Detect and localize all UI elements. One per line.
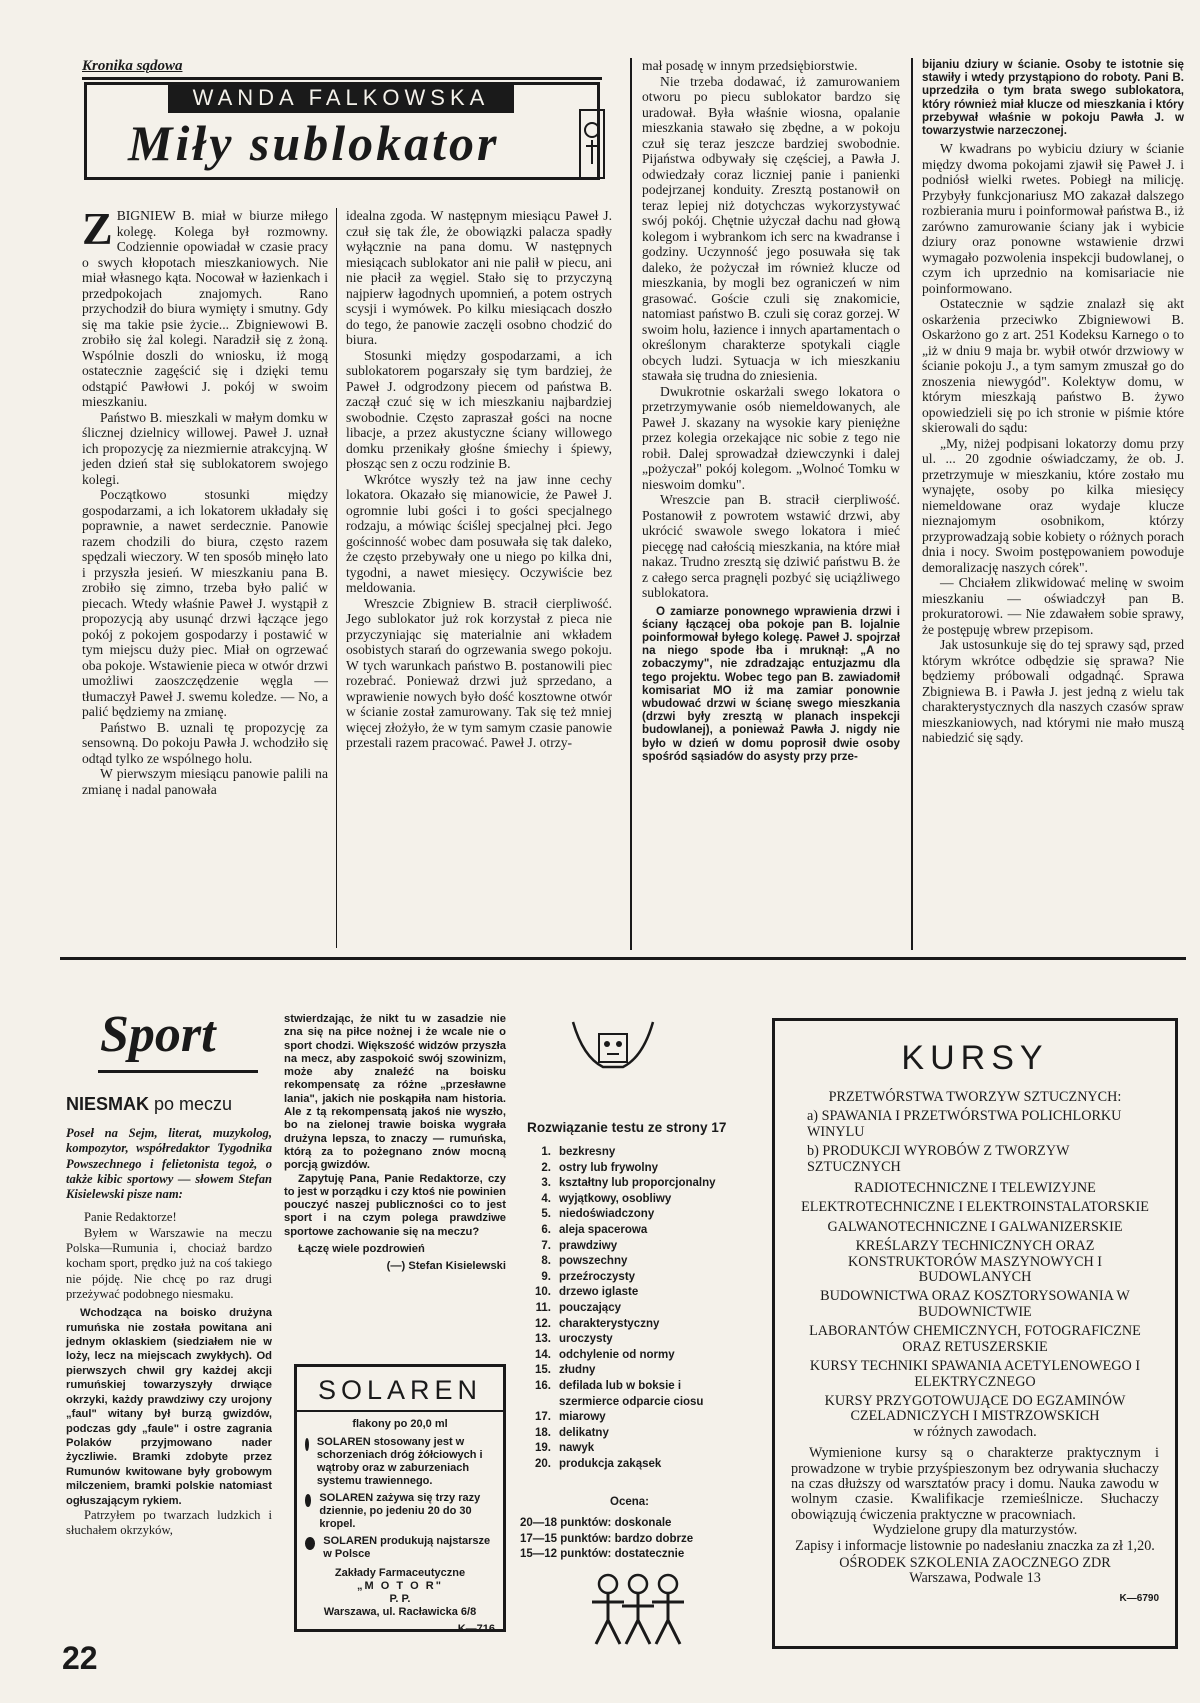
article-column-3 — [642, 58, 900, 763]
section-divider — [60, 957, 1186, 960]
article-column-1 — [82, 203, 328, 797]
article-paragraph: mał posadę w innym przedsiębiorstwie. — [642, 58, 858, 73]
sport-paragraph: Patrzyłem po twarzach ludzkich i słuchałem okrzyków, — [66, 1507, 272, 1538]
figure-doodle-icon — [574, 104, 610, 184]
test-answer: 12. charakterystyczny — [535, 1317, 660, 1330]
page-number: 22 — [62, 1640, 98, 1676]
kursy-paragraph: Wydzielone grupy dla maturzystów. — [872, 1522, 1078, 1539]
kursy-line: BUDOWNICTWA ORAZ KOSZTORYSOWANIA W BUDOWNICTWIE — [820, 1288, 1130, 1320]
kursy-line: PRZETWÓRSTWA TWORZYW SZTUCZNYCH: — [828, 1089, 1122, 1105]
bullet-icon — [305, 1494, 311, 1507]
test-answer: 17. miarowy — [535, 1411, 606, 1424]
score-list — [520, 1516, 693, 1563]
article-column-2 — [346, 208, 612, 751]
article-column-4 — [922, 58, 1184, 746]
test-title: Rozwiązanie testu ze strony 17 — [527, 1120, 727, 1135]
article-paragraph: Wreszcie Zbigniew B. stracił cierpliwość. Jego sublokator już rok korzystał z pieca nie przyczyniając się materialnie ani wkładem osobistych starań do ogrzewania swego pokoju. W tych warunkach państwo B. postanowili piec rozebrać. Ponieważ drzwi już sprzedano, a wprawienie nowych było dość kosztowne otwór w ścianie został zamurowany. Tak się też mniej więcej złożyło, że w tym samym czasie panowie przestali razem pracować. Paweł J. otrzy- — [346, 595, 612, 750]
sport-signature: (—) Stefan Kisielewski — [386, 1260, 506, 1273]
sport-column-1 — [66, 1126, 272, 1539]
article-paragraph: Ostatecznie w sądzie znalazł się akt oskarżenia przeciwko Zbigniewowi B. Oskarżono go z art. 251 Kodeksu Karnego o to „iż w dniu 9 maja br. wybił otwór drzwiowy w ścianie pokoju J., a tym samym zmuszał go do znoszenia niewygód". Kolektyw domu, w którym mieszkają państwo B. żywo opowiedzieli się po ich stronie w piśmie które skierowali do sądu: — [922, 296, 1184, 436]
article-paragraph: Stosunki między gospodarzami, a ich sublokatorem pogarszały się tym bardziej, że Paweł J. odgrodzony piecem od państwa B. zaczął czuć się w ich mieszkaniu najbardziej swobodnie. Często zapraszał gości na nocne libacje, a przez akustyczne ściany willowego domku przenikały głośne śmiechy i śpiewy, płosząc sen z oczu rodzinie B. — [346, 347, 612, 471]
test-answer: 13. uroczysty — [535, 1333, 613, 1346]
article-small-paragraph: bijaniu dziury w ścianie. Osoby te istotnie się stawiły i wtedy przystąpiono do roboty. Pani B. uprzedziła o tym brata swego sublokatora, który również miał klucze od mieszkania i który przebywał właśnie w pokoju Pawła J. w towarzystwie narzeczonej. — [922, 58, 1184, 138]
sport-intro: Poseł na Sejm, literat, muzykolog, kompozytor, współredaktor Tygodnika Powszechnego i felietonista tegoż, o także kibic sportowy — słowem Stefan Kisielewski pisze nam: — [66, 1126, 272, 1202]
kursy-org: OŚRODEK SZKOLENIA ZAOCZNEGO ZDR — [839, 1554, 1111, 1571]
drawing-face-icon — [563, 1012, 663, 1082]
solaren-maker-type: P. P. — [389, 1593, 411, 1605]
sport-logo-underline — [98, 1070, 258, 1073]
article-paragraph: Wkrótce wyszły też na jaw inne cechy lokatora. Okazało się mianowicie, że Paweł J. ogromnie lubi gości i to gości specjalnego rodzaju, a mówiąc ściślej specjalnej płci. Jego gościnność wobec dam posuwała się tak daleko, że często przebywały one u niego po kilka dni, tygodni, a nawet miesięcy. Oczywiście bez meldowania. — [346, 471, 612, 595]
solaren-item: SOLAREN zażywa się trzy razy dziennie, po jedeniu 20 do 30 kropel. — [305, 1492, 495, 1531]
kursy-title: KURSY — [901, 1039, 1049, 1077]
section-label: Kronika sądowa — [82, 58, 183, 74]
article-paragraph: Nie trzeba dodawać, iż zamurowaniem otworu po piecu sublokator bardzo się uradował. Była właśnie wiosna, opalanie mieszkania stawało się zbędne, a w pokoju czuł się teraz jeszcze bardziej swobodnie. Pijaństwa odbywały się częściej, a Pawła J. odwiedzały coraz liczniej panie i panienki podejrzanej konduity. Zresztą postanowił on teraz lepiej niż dotychczas wykorzystywać swój pokój. Chętnie użyczał dachu nad głową kolegom i wybrankom ich serc na kwadranse i godziny. Uczynność jego posuwała się tak daleko, że pożyczał im również klucze od mieszkania, by mogli bez ograniczeń w nim grasować. Goście czuli się znakomicie, natomiast państwo B. czuli się coraz gorzej. W swoim holu, łazience i innych apartamentach o określonym charakterze spotykali ciągle obcych ludzi. Sytuacja w ich mieszkaniu stawała się trudna do zniesienia. — [642, 73, 900, 383]
test-answer: 4. wyjątkowy, osobliwy — [541, 1192, 672, 1205]
article-paragraph: Wreszcie pan B. stracił cierpliwość. Postanowił z powrotem wstawić drzwi, aby ukrócić swawole swego lokatora i mieć piecęgę nad całością mieszkania, na które miał nakaz. Trudno zresztą się dziwić państwu B. że z całego serca pragnęli pozbyć się uciążliwego sublokatora. — [642, 492, 900, 600]
column-rule — [911, 58, 913, 950]
solaren-maker-name: „M O T O R" — [357, 1580, 443, 1592]
article-paragraph: W pierwszym miesiącu panowie palili na zmianę i nadal panowała — [82, 766, 328, 797]
article-paragraph: Jak ustosunkuje się do tej sprawy sąd, przed którym wkrótce odbędzie się sprawa? Nie będziemy próbowali odgadnąć. Sprawa Zbigniewa B. i Pawła J. jest jedną z wielu tak charakterystycznych dla naszych czasów spraw mieszkaniowych, nad którymi nie mało muszą nabiedzić się sądy. — [922, 637, 1184, 746]
sport-logo: Sport — [100, 1006, 216, 1063]
test-answer: 10. drzewo iglaste — [535, 1286, 639, 1299]
article-paragraph: W kwadrans po wybiciu dziury w ścianie między dwoma pokojami zjawił się Paweł J. i podniósł wielki rwetes. Pobiegł na milicję. Przybyły funkcjonariusz MO zakazał dalszego rozbierania muru i poinformował państwa B., iż zarówno zamurowanie ściany jak i wybicie dziury oraz ponowne wstawienie drzwi wymagało pozwolenia inspekcji budowlanej, o czym ich uprzednio na komisariacie nie poinformowano. — [922, 141, 1184, 296]
article-paragraph: Początkowo stosunki między gospodarzami, a ich lokatorem układały się poprawnie, a nawet serdecznie. Panowie razem chodzili do biura, często razem spędzali wieczory. W ten sposób minęło lato i przyszła jesień. W mieszkaniu pana B. zrobiło się zimno, trzeba było palić w piecach. Wtedy właśnie Paweł J. wystąpił z propozycją aby usunąć drzwi łączące jego pokój z pokojem gospodarzy i postawić w tym miejscu duży piec. Miał on ogrzewać oba pokoje. Wstawienie pieca w otwór drzwi umożliwi zaoszczędzenie węgla — tłumaczył Paweł J. swemu koledze. — No, a palić będziemy na zmianę. — [82, 487, 328, 719]
header-rule — [82, 77, 602, 80]
kursy-line: KURSY PRZYGOTOWUJĄCE DO EGZAMINÓW CZELADNICZYCH I MISTRZOWSKICH — [824, 1392, 1126, 1425]
kursy-line: LABORANTÓW CHEMICZNYCH, FOTOGRAFICZNE ORAZ RETUSZERSKIE — [809, 1323, 1141, 1355]
column-rule — [630, 58, 632, 950]
test-answer: 5. niedoświadczony — [541, 1208, 655, 1221]
kursy-line: ELEKTROTECHNICZNE I ELEKTROINSTALATORSKIE — [801, 1199, 1149, 1216]
test-answer: 7. prawdziwy — [541, 1239, 618, 1252]
kursy-address: Warszawa, Podwale 13 — [909, 1570, 1041, 1587]
sport-small-paragraph: stwierdzając, że nikt tu w zasadzie nie zna się na piłce nożnej i że wcale nie o sport chodzi. Większość widzów przyszła na mecz, aby zaspokoić swój szowinizm, może aby znaleźć na boisku rekompensatę za różne „przesławne lania", jakich nie poskąpiła nam historia. Ale z tą rekompensatą jakoś nie wyszło, bo na zielonej trawie boiska wygrała drużyna lepsza, to znaczy — rumuńska, którą za to pożegnano znów mocną porcją gwizdów. — [284, 1013, 506, 1172]
sport-small-paragraph: Zapytuję Pana, Panie Redaktorze, czy to jest w porządku i czy ktoś nie powinien pouczyć naszej publiczności co to jest sport i na czym polega prawdziwe sportowe zachowanie się na meczu? — [284, 1172, 506, 1238]
solaren-title: SOLAREN — [297, 1375, 503, 1412]
article-paragraph: Dwukrotnie oskarżali swego lokatora o przetrzymywanie osób niemeldowanych, ale Paweł J. skazany na wysokie kary pieniężne przez kolegia orzekające nic sobie z tego nie robił. Dalej sprowadzał dziewczynki i dalej „pożyczał" pokój kolegom. „Wolnoć Tomku w nieswoim domku". — [642, 383, 900, 492]
column-rule — [336, 208, 337, 948]
article-paragraph: „My, niżej podpisani lokatorzy domu przy ul. ... 20 zgodnie oświadczamy, że ob. J. przetrzymuje w mieszkaniu, które zostało mu wynajęte, osoby po kilka miesięcy niemeldowane oraz wydaje klucze nieznajomym osobnikom, którzy przyprowadzają sobie kobiety o różnych porach dnia i nocy. Swoim postępowaniem powoduje demoralizację naszych córek". — [922, 435, 1184, 575]
sport-paragraph: Byłem w Warszawie na meczu Polska—Rumunia i, chociaż bardzo kocham sport, prędko już na coś takiego nie pójdę. Nie chcę po raz drugi przeżywać podobnego niesmaku. — [66, 1225, 272, 1301]
test-answer: 14. odchylenie od normy — [535, 1348, 675, 1361]
article-paragraph: Państwo B. uznali tę propozycję za sensowną. Do pokoju Pawła J. wchodziło się odtąd tylko ze wspólnego holu. — [82, 719, 328, 766]
bullet-icon — [305, 1537, 315, 1550]
solaren-code: K—716 — [457, 1623, 495, 1635]
score-item: 15—12 punktów: dostatecznie — [520, 1548, 685, 1560]
test-answer: 6. aleja spacerowa — [541, 1223, 648, 1236]
author-name: WANDA FALKOWSKA — [168, 83, 514, 113]
solaren-item: SOLAREN stosowany jest w schorzeniach dróg żółciowych i wątroby oraz w zaburzeniach systemu trawiennego. — [305, 1436, 495, 1488]
score-title: Ocena: — [610, 1496, 649, 1508]
sport-small-paragraph: Wchodząca na boisko drużyna rumuńska nie została powitana ani jednym oklaskiem (siedziałem nie w loży, lecz na miejscach zwykłych). Od pierwszych chwil gry każdej akcji rumuńskiej towarzyszyły drwiące okrzyki, każdy prawdziwy czy urojony „faul" witany był burzą gwizdów, podczas gdy „faule" i ostre zagrania Polaków przyjmowano nader życzliwie. Bramki zdobyte przez Rumunów kwitowane były grobowym milczeniem, bramki polskie natomiast ogłuszającym rykiem. — [66, 1307, 272, 1507]
test-answer: 2. ostry lub frywolny — [541, 1161, 659, 1174]
solaren-ad — [294, 1364, 506, 1635]
kursy-line: KREŚLARZY TECHNICZNYCH ORAZ KONSTRUKTORÓW MASZYNOWYCH I BUDOWLANYCH — [847, 1238, 1103, 1286]
score-item: 17—15 punktów: bardzo dobrze — [520, 1532, 694, 1545]
solaren-address: Warszawa, ul. Racławicka 6/8 — [323, 1606, 477, 1618]
test-answer: 9. przeźroczysty — [541, 1270, 636, 1283]
figures-drawing-icon — [586, 1570, 690, 1648]
solaren-item: SOLAREN produkują najstarsze w Polsce — [305, 1535, 495, 1561]
sport-headline: NIESMAK po meczu — [66, 1094, 233, 1114]
test-answer: 3. kształtny lub proporcjonalny — [541, 1177, 716, 1190]
kursy-line: GALWANOTECHNICZNE I GALWANIZERSKIE — [827, 1218, 1123, 1235]
sport-greeting: Panie Redaktorze! — [84, 1210, 177, 1225]
test-answer: 20. produkcja zakąsek — [535, 1457, 662, 1470]
article-title: Miły sublokator — [128, 115, 500, 171]
test-answer: 1. bezkresny — [541, 1146, 616, 1158]
article-paragraph: idealna zgoda. W następnym miesiącu Paweł J. czuł się tak źle, że obowiązki palacza spadły wyłącznie na pana domu. W następnych miesiącach sublokator ani nie palił w piecu, ani nie płacił za węgiel. Stało się to przyczyną najpierw łagodnych upomnień, a potem ostrych scysji i wymówek. Po kilku miesiącach doszło do tego, że panowie zaczęli osobno chodzić do biura. — [346, 208, 612, 347]
article-paragraph: Państwo B. mieszkali w małym domku w ślicznej dzielnicy willowej. Paweł J. uznał ich propozycję za niezmiernie atrakcyjną. W jeden dzień stał się sublokatorem swojego kolegi. — [82, 409, 328, 487]
test-answer: 18. delikatny — [535, 1426, 609, 1439]
test-answers-list — [527, 1145, 732, 1472]
sport-closing: Łączę wiele pozdrowień — [298, 1243, 425, 1256]
article-paragraph: — Chciałem zlikwidować melinę w swoim mieszkaniu — oświadczył pan B. prokuratorowi. — Nie zdawałem sobie sprawy, że postępuję wbrew przepisom. — [922, 575, 1184, 637]
kursy-line: b) PRODUKCJI WYROBÓW Z TWORZYW SZTUCZNYCH — [807, 1143, 1070, 1175]
article-paragraph: ZBIGNIEW B. miał w biurze miłego kolegę. Kolega był rozmowny. Codziennie opowiadał w czasie pracy o swych kłopotach mieszkaniowych. Nie miał własnego kąta. Nocował w łazienkach i przedpokojach znajomych. Rano przychodził do biura wymięty i smutny. Gdy się ma takie psie życie... Zbigniewowi B. zrobiło się żal kolegi. Naradził się z żoną. Wspólnie doszli do wniosku, iż mogą ostatecznie zagęścić się i dzięki temu odstąpić Pawłowi J. pokój w swoim mieszkaniu. — [82, 203, 328, 409]
kursy-ad — [772, 1018, 1178, 1649]
score-item: 20—18 punktów: doskonale — [520, 1517, 672, 1529]
test-answer: 8. powszechny — [541, 1255, 628, 1268]
sport-column-2 — [284, 1013, 506, 1274]
test-answer: 15. złudny — [535, 1364, 596, 1377]
drop-cap: Z — [82, 203, 113, 254]
kursy-line: RADIOTECHNICZNE I TELEWIZYJNE — [854, 1180, 1096, 1197]
kursy-line: a) SPAWANIA I PRZETWÓRSTWA POLICHLORKU WINYLU — [807, 1108, 1122, 1140]
test-answer: 19. nawyk — [535, 1442, 595, 1455]
test-answer: 16. defilada lub w boksie i szermierce odparcie ciosu — [535, 1379, 704, 1408]
solaren-subtitle: flakony po 20,0 ml — [352, 1418, 448, 1430]
kursy-paragraph: Wymienione kursy są o charakterze praktycznym i prowadzone w trybie przyśpieszonym bez odrywania słuchaczy na czas dłuższy od warsztatów pracy i domu. Nauka zawodu w wolnym czasie. Kwalifikacje rzemieślnicze. Słuchaczy obowiązują ćwiczenia praktyczne w pracowniach. — [791, 1445, 1159, 1523]
kursy-paragraph: Zapisy i informacje listownie po nadesłaniu znaczka za zł 1,20. — [795, 1537, 1155, 1554]
bullet-icon — [305, 1438, 309, 1451]
solaren-maker: Zakłady Farmaceutyczne — [334, 1567, 466, 1579]
test-answer: 11. pouczający — [535, 1301, 621, 1314]
kursy-line: KURSY TECHNIKI SPAWANIA ACETYLENOWEGO I ELEKTRYCZNEGO — [809, 1358, 1141, 1390]
kursy-code: K—6790 — [1119, 1592, 1159, 1604]
kursy-line-suffix: w różnych zawodach. — [913, 1423, 1037, 1440]
article-small-paragraph: O zamiarze ponownego wprawienia drzwi i ściany łączącej oba pokoje pan B. lojalnie poinformował byłego kolegę. Paweł J. spojrzał na niego spode łba i mruknął: „A no zobaczymy", nie zdradzając entuzjazmu dla tego projektu. Wobec tego pan B. zawiadomił komisariat MO iż ma zamiar ponownie wbudować drzwi w ścianę swego mieszkania (drzwi były zresztą w planach inspekcji budowlanej), a ponieważ Pawła J. nigdy nie było w dzień w domu poprosił dwie osoby spośród sąsiadów do asysty przy prze- — [642, 604, 900, 763]
